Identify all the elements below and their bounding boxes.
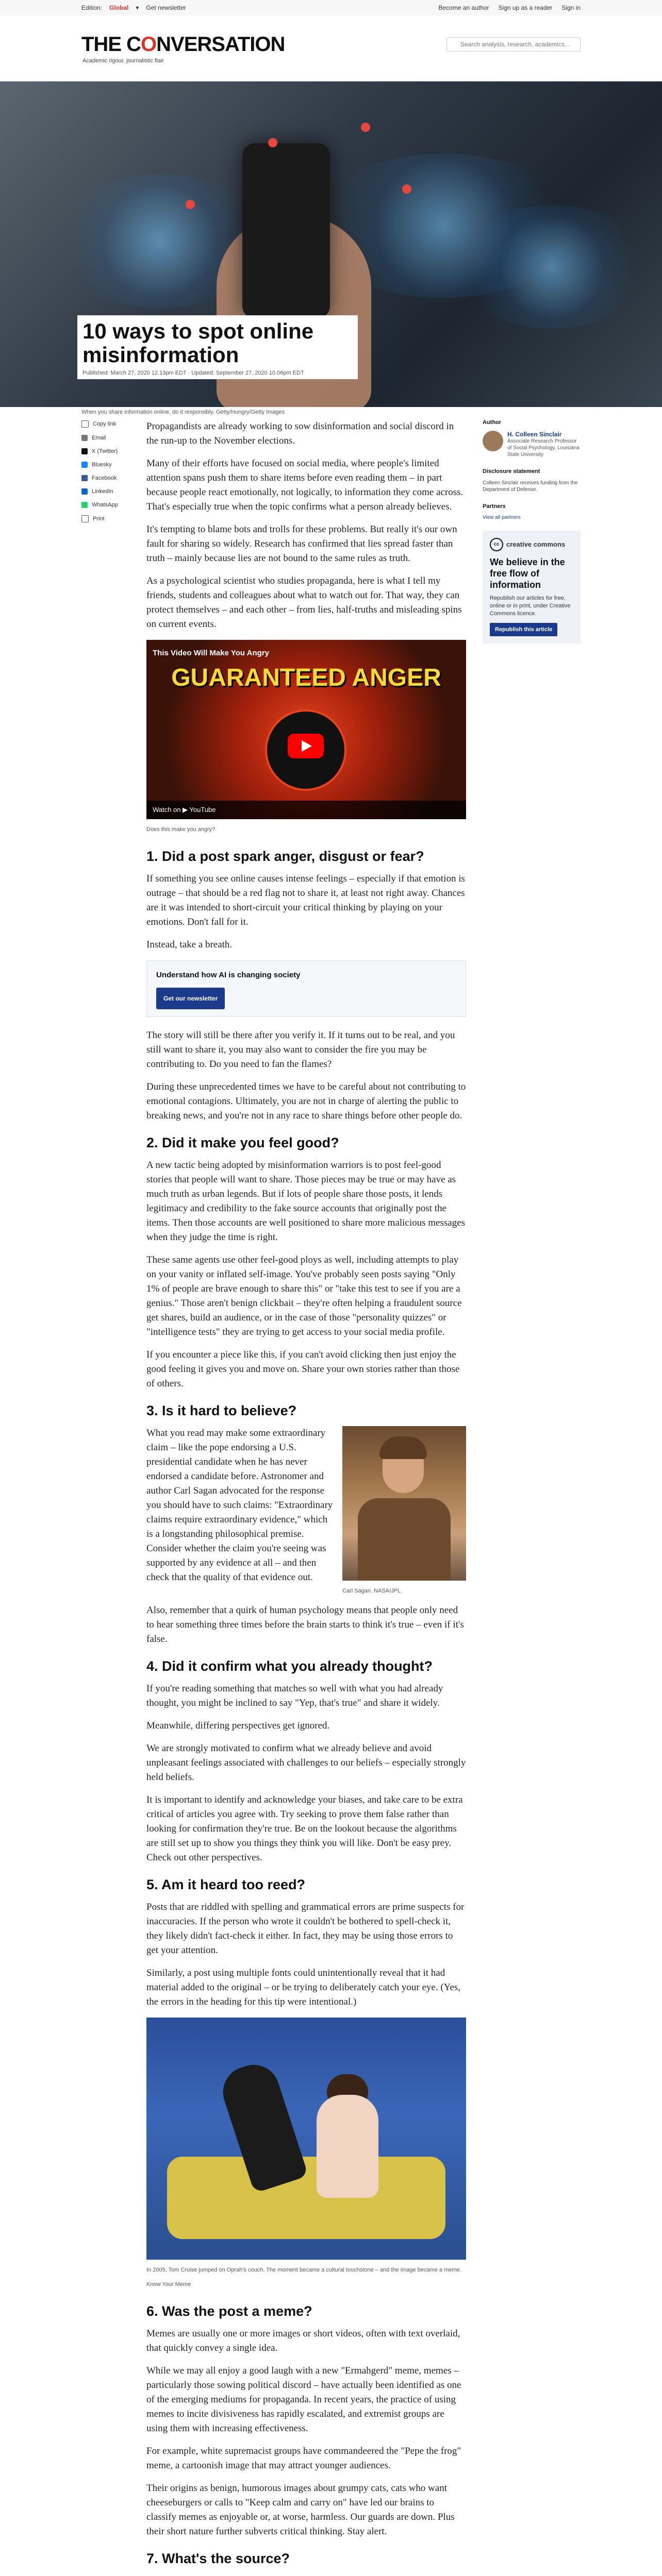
linkedin-icon <box>81 488 88 495</box>
article-dates: Published: March 27, 2020 12.13pm EDT · Updated: September 27, 2020 10.06pm EDT <box>82 370 304 376</box>
paragraph: If you're reading something that matches so well with what you had already thought, you might be inclined to say "Yep, that's true" and share it widely. <box>146 1683 443 1708</box>
video-caption: Does this make you angry? <box>146 826 216 833</box>
bluesky-icon <box>81 462 88 468</box>
edition-value[interactable]: Global <box>109 4 129 11</box>
tom-cruise-couch-photo <box>146 2018 466 2260</box>
share-copy-link[interactable]: Copy link <box>81 420 138 428</box>
article-title-box <box>77 315 358 379</box>
creative-commons-logo: cc creative commons <box>490 538 573 551</box>
paragraph: Many of their efforts have focused on social media, where people's limited attention spans push them to share items before even reading them – in part because people react emotionally, not logically, to information they come across. That's especially true when the topic confirms what a person already believes. <box>146 458 464 512</box>
paragraph: For example, white supremacist groups have commandeered the "Pepe the frog" meme, a cartoonish image that may attract younger audiences. <box>146 2446 461 2471</box>
author-card[interactable] <box>483 431 581 458</box>
section-heading: 7. What's the source? <box>146 2551 290 2566</box>
view-partners-link[interactable]: View all partners <box>483 515 521 520</box>
republish-description: Republish our articles for free, online or in print, under Creative Commons licence. <box>490 595 571 617</box>
site-tagline: Academic rigour, journalistic flair <box>82 58 164 64</box>
newsletter-promo <box>146 960 466 1017</box>
watch-on-youtube-bar[interactable]: Watch on ▶ YouTube <box>146 801 466 819</box>
paragraph: Propagandists are already working to sow disinformation and social discord in the run-up to the November elections. <box>146 421 454 446</box>
share-x[interactable]: X (Twitter) <box>81 448 138 454</box>
newsletter-link[interactable]: Get newsletter <box>146 4 186 11</box>
author-role: Associate Research Professor of Social Psychology, Louisiana State University <box>507 438 580 457</box>
paragraph: The story will still be there after you verify it. If it turns out to be real, and you still want to share it, you may also want to consider the fire you may be contributing to. Do you need to fan the flames? <box>146 1030 455 1070</box>
paragraph: What you read may make some extraordinary claim – like the pope endorsing a U.S. presidential candidate when he has never endorsed a candidate before. Astronomer and author Carl Sagan advocated for the response you should have to such claims: "Extraordinary claims require extraordinary evidence," which is a longstanding philosophical premise. Consider whether the claim you're seeing was supported by any evidence at all – and then check that the quality of that evidence out. <box>146 1428 333 1583</box>
edition-selector[interactable] <box>81 4 186 11</box>
paragraph: Also, remember that a quirk of human psychology means that people only need to hear something three times before the brain starts to think it's true – even if it's false. <box>146 1605 464 1645</box>
cc-icon: cc <box>490 538 503 551</box>
share-email[interactable]: Email <box>81 435 138 441</box>
paragraph: Meanwhile, differing perspectives get ignored. <box>146 1720 330 1731</box>
paragraph <box>146 2574 466 2576</box>
x-icon <box>81 448 88 454</box>
share-whatsapp[interactable]: WhatsApp <box>81 502 138 508</box>
republish-button[interactable]: Republish this article <box>490 623 557 636</box>
article-sidebar <box>483 419 581 643</box>
become-author-link[interactable]: Become an author <box>438 4 489 11</box>
newsletter-button[interactable]: Get our newsletter <box>156 988 225 1009</box>
paragraph: It is important to identify and acknowledge your biases, and take care to be extra critical of articles you agree with. Try seeking to prove them false rather than looking for confirmation they're true. Be on the lookout because the algorithms are still set up to show you things they think you will like. Don't be easy prey. Check out other perspectives. <box>146 1794 463 1863</box>
disclosure-text: Colleen Sinclair receives funding from the Department of Defense. <box>483 480 578 493</box>
hero-caption: When you share information online, do it responsibly. Getty/Hungry/Getty Images <box>81 409 285 415</box>
share-print[interactable]: Print <box>81 515 138 522</box>
photo-caption: In 2005, Tom Cruise jumped on Oprah's couch. The moment became a cultural touchstone – and the image became a meme. Know Your Meme <box>146 2267 461 2287</box>
facebook-icon <box>81 475 88 481</box>
edition-label: Edition: <box>81 4 103 11</box>
video-thumbnail-text: GUARANTEED ANGER <box>171 664 441 691</box>
site-logo[interactable]: THE CONVERSATION <box>81 33 285 56</box>
paragraph: Posts that are riddled with spelling and grammatical errors are prime suspects for inaccuracies. If the person who wrote it couldn't be bothered to spell-check it, they likely didn't fact-check it either. In fact, they may be using those errors to get your attention. <box>146 1902 465 1956</box>
sign-in-link[interactable]: Sign in <box>561 4 581 11</box>
avatar <box>483 431 503 451</box>
youtube-video-embed[interactable] <box>146 640 466 819</box>
article-body <box>146 419 466 2576</box>
top-bar <box>0 0 662 16</box>
section-heading: 4. Did it confirm what you already thought? <box>146 1658 433 1674</box>
search-input[interactable]: Search analysis, research, academics... <box>446 37 581 52</box>
section-heading: 5. Am it heard too reed? <box>146 1877 306 1892</box>
play-button-icon[interactable] <box>288 734 324 758</box>
article-title: 10 ways to spot online misinformation <box>82 319 314 367</box>
section-heading: 6. Was the post a meme? <box>146 2303 312 2319</box>
carl-sagan-photo <box>342 1426 466 1598</box>
print-icon <box>81 515 89 522</box>
paragraph: It's tempting to blame bots and trolls for these problems. But really it's our own fault for sharing so widely. Research has confirmed that lies spread faster than truth – mainly because lies are not bound to the same rules as truth. <box>146 524 457 564</box>
author-label: Author <box>483 419 502 426</box>
paragraph: These same agents use other feel-good ploys as well, including attempts to play on your vanity or inflated self-image. You've probably seen posts saying "Only 1% of people are brave enough to share this" or "take this test to see if you are a genius." Those aren't benign clickbait – they're often helping a fraudulent source get shares, build an audience, or in the case of those "personality quizzes" or "intelligence tests" they are trying to get access to your social media profile. <box>146 1255 462 1337</box>
paragraph: Similarly, a post using multiple fonts could unintentionally reveal that it had material added to the original – or be trying to deliberately catch your eye. (Yes, the errors in the heading for this tip were intentional.) <box>146 1968 461 2007</box>
photo-caption: Carl Sagan. NASA/JPL <box>342 1588 401 1594</box>
section-heading: 3. Is it hard to believe? <box>146 1403 297 1418</box>
paragraph: Their origins as benign, humorous images about grumpy cats, cats who want cheeseburgers or calls to "Keep calm and carry on" have led our brains to classify memes as enjoyable or, at worse, harmless. Our guards are down. Plus their short nature further subverts critical thinking. Stay alert. <box>146 2483 455 2537</box>
sign-up-reader-link[interactable]: Sign up as a reader <box>498 4 553 11</box>
republish-heading: We believe in the free flow of information <box>490 557 565 590</box>
disclosure-label: Disclosure statement <box>483 468 540 474</box>
paragraph: As a psychological scientist who studies propaganda, here is what I tell my friends, students and colleagues about what to watch out for. That way, they can protect themselves – and each other – from lies, half-truths and misleading spins on current events. <box>146 575 462 630</box>
paragraph: A new tactic being adopted by misinformation warriors is to post feel-good stories that people will want to share. Those pieces may be true or may have as much truth as urban legends. But if lots of people share those posts, it lends legitimacy and credibility to the fake source accounts that originally post the items. Then those accounts are well positioned to share more malicious messages when they judge the time is right. <box>146 1160 466 1243</box>
email-icon <box>81 435 88 441</box>
site-header <box>0 15 662 81</box>
whatsapp-icon <box>81 502 88 508</box>
paragraph: While we may all enjoy a good laugh with a new "Ermahgerd" meme, memes – particularly those sowing political discord – have actually been identified as one of the emerging mediums for propaganda. In recent years, the practice of using memes to incite divisiveness has rapidly escalated, and extremist groups are using them with increasing effectiveness. <box>146 2365 461 2434</box>
share-bluesky[interactable]: Bluesky <box>81 462 138 468</box>
republish-box <box>483 531 581 643</box>
video-title: This Video Will Make You Angry <box>153 649 270 657</box>
newsletter-heading: Understand how AI is changing society <box>156 971 301 979</box>
link-icon <box>81 420 89 428</box>
paragraph: We are strongly motivated to confirm what we already believe and avoid unpleasant feelings associated with challenges to our beliefs – especially strongly held beliefs. <box>146 1743 466 1783</box>
paragraph: If something you see online causes intense feelings – especially if that emotion is outrage – that should be a red flag not to share it, at least not right away. Chances are it was intended to short-circuit your critical thinking by playing on your emotions. Don't fall for it. <box>146 873 465 927</box>
chevron-down-icon[interactable]: ▾ <box>136 4 139 11</box>
share-facebook[interactable]: Facebook <box>81 475 138 481</box>
share-menu <box>81 420 138 530</box>
paragraph: Instead, take a breath. <box>146 939 233 950</box>
author-name[interactable]: H. Colleen Sinclair <box>507 431 562 438</box>
paragraph: If you encounter a piece like this, if you can't avoid clicking then just enjoy the good feeling it gives you and move on. Share your own stories rather than those of others. <box>146 1349 460 1389</box>
partners-label: Partners <box>483 503 506 510</box>
share-linkedin[interactable]: LinkedIn <box>81 488 138 495</box>
paragraph: Memes are usually one or more images or short videos, often with text overlaid, that quickly convey a single idea. <box>146 2328 460 2353</box>
section-heading: 2. Did it make you feel good? <box>146 1135 339 1150</box>
paragraph: During these unprecedented times we have to be careful about not contributing to emotional contagions. Ultimately, you are not in charge of alerting the public to breaking news, and you're not in any race to share things before other people do. <box>146 1081 466 1121</box>
section-heading: 1. Did a post spark anger, disgust or fear? <box>146 849 424 864</box>
